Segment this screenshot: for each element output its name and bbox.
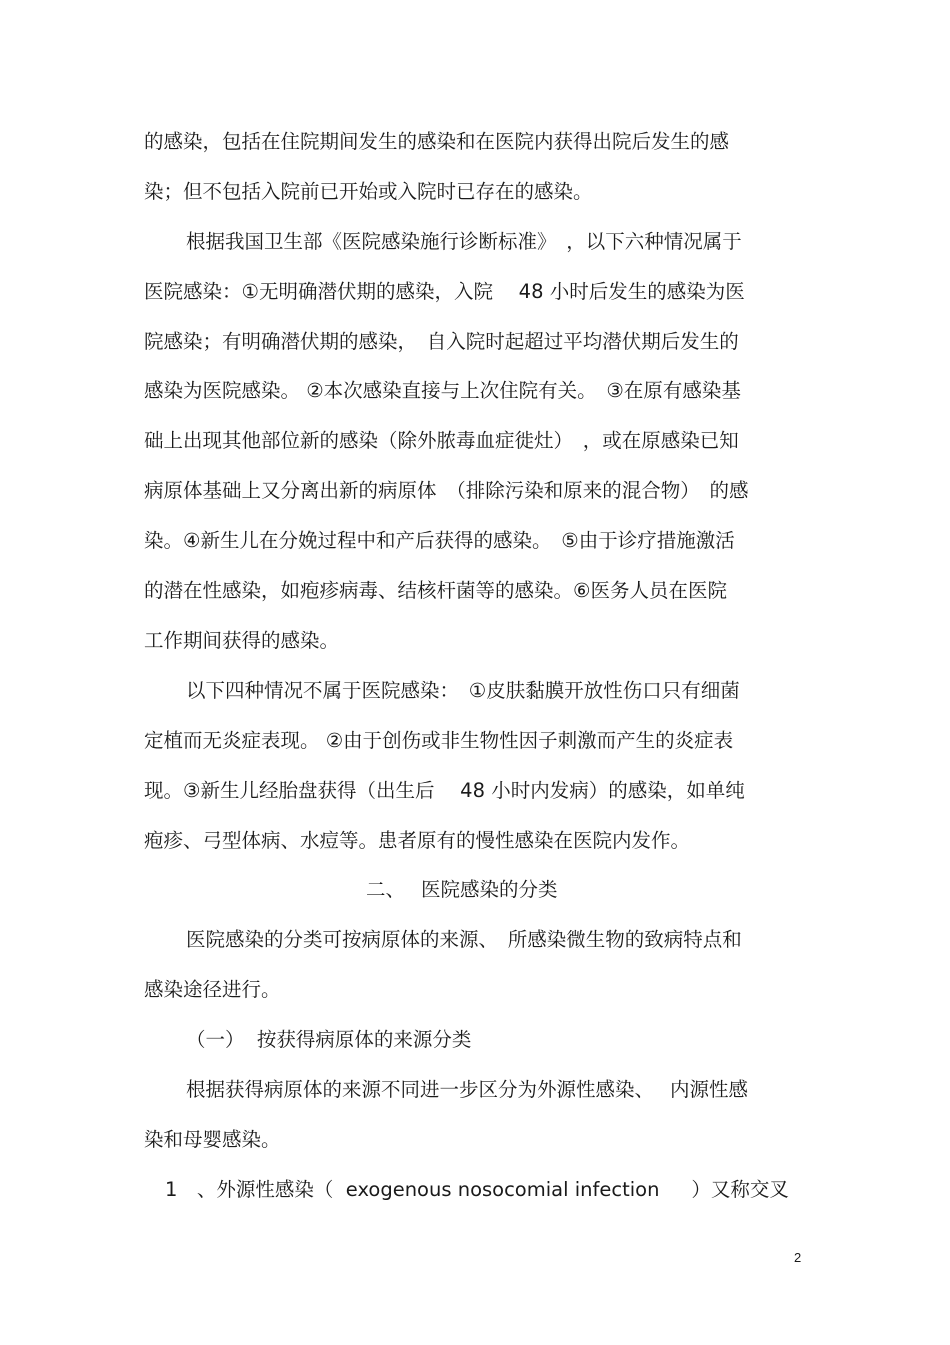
text-line: 病原体基础上又分离出新的病原体 （排除污染和原来的混合物） 的感: [144, 479, 749, 502]
text-line: 染；但不包括入院前已开始或入院时已存在的感染。: [144, 180, 593, 203]
text-line: 础上出现其他部位新的感染（除外脓毒血症徙灶） ，或在原感染已知: [144, 429, 739, 452]
text-line: 的潜在性感染，如疱疹病毒、结核杆菌等的感染。⑥医务人员在医院: [144, 579, 727, 602]
text-line: 1 、外源性感染（ exogenous nosocomial infection ）又称交叉: [165, 1178, 789, 1201]
text-line: 的感染，包括在住院期间发生的感染和在医院内获得出院后发生的感: [144, 130, 730, 153]
subsection-heading: （一） 按获得病原体的来源分类: [186, 1028, 472, 1051]
section-heading: 二、 医院感染的分类: [366, 878, 558, 901]
text-line: 工作期间获得的感染。: [144, 629, 340, 652]
text-line: 感染为医院感染。 ②本次感染直接与上次住院有关。 ③在原有感染基: [144, 379, 741, 402]
text-line: 以下四种情况不属于医院感染： ①皮肤黏膜开放性伤口只有细菌: [186, 679, 740, 702]
text-line: 医院感染的分类可按病原体的来源、 所感染微生物的致病特点和: [186, 928, 742, 951]
page-number: 2: [794, 1250, 802, 1265]
text-line: 医院感染：①无明确潜伏期的感染，入院 48 小时后发生的感染为医: [144, 280, 745, 303]
text-line: 院感染；有明确潜伏期的感染， 自入院时起超过平均潜伏期后发生的: [144, 330, 739, 353]
text-line: 定植而无炎症表现。 ②由于创伤或非生物性因子刺激而产生的炎症表: [144, 729, 734, 752]
text-line: 感染途径进行。: [144, 978, 281, 1001]
text-line: 疱疹、弓型体病、水痘等。患者原有的慢性感染在医院内发作。: [144, 829, 691, 852]
text-line: 染和母婴感染。: [144, 1128, 281, 1151]
text-line: 根据获得病原体的来源不同进一步区分为外源性感染、 内源性感: [186, 1078, 748, 1101]
text-line: 染。④新生儿在分娩过程中和产后获得的感染。 ⑤由于诊疗措施激活: [144, 529, 735, 552]
text-line: 根据我国卫生部《医院感染施行诊断标准》 ，以下六种情况属于: [186, 230, 742, 253]
text-line: 现。③新生儿经胎盘获得（出生后 48 小时内发病）的感染，如单纯: [144, 779, 745, 802]
